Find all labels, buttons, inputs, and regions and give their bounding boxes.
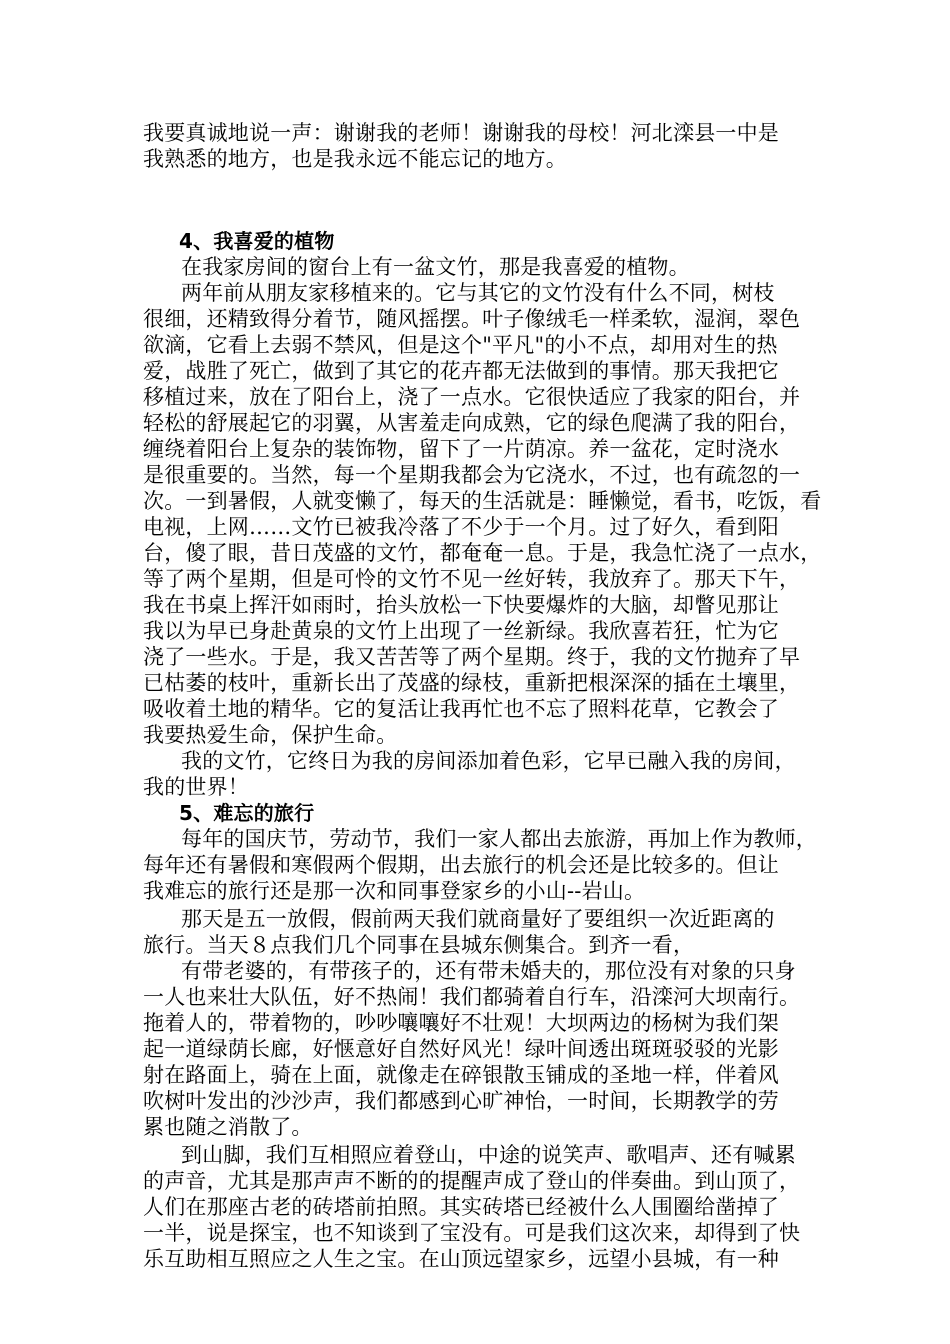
section-trip (143, 800, 818, 1272)
paragraph (143, 906, 818, 958)
text-line: 人们在那座古老的砖塔前拍照。其实砖塔已经被什么人围圈给凿掉了 (143, 1195, 779, 1219)
section-heading: 4、我喜爱的植物 (179, 229, 335, 253)
text-line: 有带老婆的，有带孩子的，还有带未婚夫的，那位没有对象的只身 (181, 959, 796, 983)
text-line: 拖着人的，带着物的，吵吵嚷嚷好不壮观！大坝两边的杨树为我们架 (143, 1011, 779, 1035)
paragraph (143, 280, 822, 748)
section-plant (143, 228, 822, 800)
text-line: 那天是五一放假，假前两天我们就商量好了要组织一次近距离的 (181, 907, 775, 931)
text-line: 已枯萎的枝叶，重新长出了茂盛的绿枝，重新把根深深的插在土壤里， (143, 671, 801, 695)
text-line: 吸收着土地的精华。它的复活让我再忙也不忘了照料花草，它教会了 (143, 697, 779, 721)
text-line: 吹树叶发出的沙沙声，我们都感到心旷神怡，一时间，长期教学的劳 (143, 1089, 779, 1113)
text-line: 一半，说是探宝，也不知谈到了宝没有。可是我们这次来，却得到了快 (143, 1221, 801, 1245)
text-line: 我在书桌上挥汗如雨时，抬头放松一下快要爆炸的大脑，却瞥见那让 (143, 593, 779, 617)
text-line: 我以为早已身赴黄泉的文竹上出现了一丝新绿。我欣喜若狂，忙为它 (143, 619, 779, 643)
text-line: 乐互助相互照应之人生之宝。在山顶远望家乡，远望小县城，有一种 (143, 1247, 779, 1271)
text-line: 爱，战胜了死亡，做到了其它的花卉都无法做到的事情。那天我把它 (143, 359, 779, 383)
text-line: 射在路面上，骑在上面，就像走在碎银散玉铺成的圣地一样，伴着风 (143, 1063, 779, 1087)
text-line: 很细，还精致得分着节，随风摇摆。叶子像绒毛一样柔软，湿润，翠色 (143, 307, 801, 331)
text-line: 两年前从朋友家移植来的。它与其它的文竹没有什么不同，树枝 (181, 281, 775, 305)
text-line: 每年还有暑假和寒假两个假期，出去旅行的机会还是比较多的。但让 (143, 853, 779, 877)
paragraph (143, 958, 818, 1140)
text-line: 旅行。当天８点我们几个同事在县城东侧集合。到齐一看， (143, 933, 695, 957)
text-line: 我的世界！ (143, 775, 249, 799)
text-line: 电视，上网……文竹已被我冷落了不少于一个月。过了好久，看到阳 (143, 515, 779, 539)
text-line: 我要热爱生命，保护生命。 (143, 723, 398, 747)
text-line: 浇了一些水。于是，我又苦苦等了两个星期。终于，我的文竹抛弃了早 (143, 645, 801, 669)
text-line: 我熟悉的地方，也是我永远不能忘记的地方。 (143, 147, 567, 171)
text-line: 缠绕着阳台上复杂的装饰物，留下了一片荫凉。养一盆花，定时浇水 (143, 437, 779, 461)
text-line: 轻松的舒展起它的羽翼，从害羞走向成熟，它的绿色爬满了我的阳台， (143, 411, 801, 435)
text-line: 欲滴，它看上去弱不禁风，但是这个"平凡"的小不点，却用对生的热 (143, 333, 778, 357)
text-line: 每年的国庆节，劳动节，我们一家人都出去旅游，再加上作为教师， (181, 827, 817, 851)
document-page (143, 120, 822, 1272)
text-line: 一人也来壮大队伍，好不热闹！我们都骑着自行车，沿滦河大坝南行。 (143, 985, 801, 1009)
text-line: 台，傻了眼，昔日茂盛的文竹，都奄奄一息。于是，我急忙浇了一点水， (143, 541, 822, 565)
text-line: 起一道绿荫长廊，好惬意好自然好风光！绿叶间透出斑斑驳驳的光影 (143, 1037, 779, 1061)
text-line: 是很重要的。当然，每一个星期我都会为它浇水，不过，也有疏忽的一 (143, 463, 801, 487)
text-line: 移植过来，放在了阳台上，浇了一点水。它很快适应了我家的阳台，并 (143, 385, 801, 409)
text-line: 我难忘的旅行还是那一次和同事登家乡的小山--岩山。 (143, 879, 646, 903)
text-line: 在我家房间的窗台上有一盆文竹，那是我喜爱的植物。 (181, 255, 690, 279)
text-line: 累也随之消散了。 (143, 1115, 313, 1139)
paragraph (143, 254, 818, 280)
text-line: 到山脚，我们互相照应着登山，中途的说笑声、歌唱声、还有喊累 (181, 1143, 796, 1167)
text-line: 我的文竹，它终日为我的房间添加着色彩，它早已融入我的房间， (181, 749, 796, 773)
section-heading: 5、难忘的旅行 (179, 801, 315, 825)
text-line: 次。一到暑假，人就变懒了，每天的生活就是：睡懒觉，看书，吃饭，看 (143, 489, 822, 513)
text-line: 我要真诚地说一声：谢谢我的老师！谢谢我的母校！河北滦县一中是 (143, 121, 779, 145)
paragraph (143, 826, 818, 904)
text-line: 等了两个星期，但是可怜的文竹不见一丝好转，我放弃了。那天下午， (143, 567, 801, 591)
paragraph (143, 748, 818, 800)
text-line: 的声音，尤其是那声声不断的的提醒声成了登山的伴奏曲。到山顶了， (143, 1169, 801, 1193)
paragraph (143, 1142, 818, 1272)
spacer (143, 172, 818, 228)
intro-paragraph (143, 120, 818, 172)
